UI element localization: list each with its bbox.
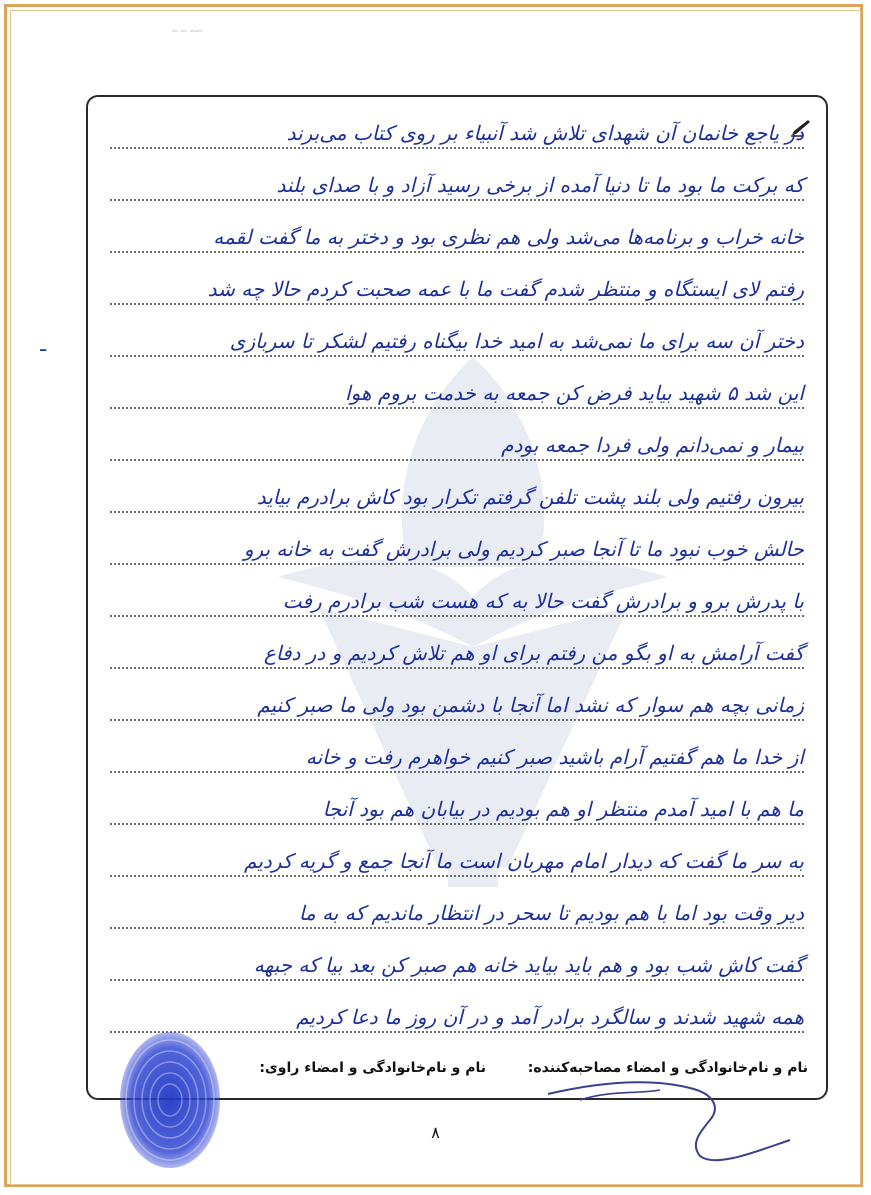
text-line: بیرون رفتیم ولی بلند پشت تلفن گرفتم تکرار بود کاش برادرم بیاید xyxy=(110,461,804,513)
text-line: به سر ما گفت که دیدار امام مهربان است ما آنجا جمع و گریه کردیم xyxy=(110,825,804,877)
scan-mark: ؁؁ ؁ ؁ xyxy=(172,22,202,33)
text-line: دختر آن سه برای ما نمی‌شد به امید خدا بیگناه رفتیم لشکر تا سربازی xyxy=(110,305,804,357)
text-line: گفت کاش شب بود و هم باید بیاید خانه هم صبر کن بعد بیا که جبهه xyxy=(110,929,804,981)
text-line: خانه خراب و برنامه‌ها می‌شد ولی هم نظری بود و دختر به ما گفت لقمه xyxy=(110,201,804,253)
text-line: از خدا ما هم گفتیم آرام باشید صبر کنیم خواهرم رفت و خانه xyxy=(110,721,804,773)
text-line: زمانی بچه هم سوار که نشد اما آنجا با دشمن بود ولی ما صبر کنیم xyxy=(110,669,804,721)
interview-form-box xyxy=(86,95,828,1100)
page-number: ۸ xyxy=(431,1123,440,1142)
handwritten-lines xyxy=(110,97,804,1037)
text-line: ما هم با امید آمدم منتظر او هم بودیم در بیابان هم بود آنجا xyxy=(110,773,804,825)
signature-mark xyxy=(540,1060,800,1170)
text-line: این شد ۵ شهید بیاید فرض کن جمعه به خدمت بروم هوا xyxy=(110,357,804,409)
text-line: همه شهید شدند و سالگرد برادر آمد و در آن روز ما دعا کردیم xyxy=(110,981,804,1033)
text-line: که برکت ما بود ما تا دنیا آمده از برخی رسید آزاد و با صدای بلند xyxy=(110,149,804,201)
text-line: دیر وقت بود اما با هم بودیم تا سحر در انتظار ماندیم که به ما xyxy=(110,877,804,929)
text-line: رفتم لای ایستگاه و منتظر شدم گفت ما با عمه صحبت کردم حالا چه شد xyxy=(110,253,804,305)
narrator-signature-label: نام و نام‌خانوادگی و امضاء راوی: xyxy=(259,1060,486,1076)
interviewer-signature-label: نام و نام‌خانوادگی و امضاء مصاحبه‌کننده: xyxy=(527,1060,808,1076)
text-line: با پدرش برو و برادرش گفت حالا به که هست شب برادرم رفت xyxy=(110,565,804,617)
text-line: گفت آرامش به او بگو من رفتم برای او هم تلاش کردیم و در دفاع xyxy=(110,617,804,669)
text-line: حالش خوب نبود ما تا آنجا صبر کردیم ولی برادرش گفت به خانه برو xyxy=(110,513,804,565)
text-line: در یاجع خانمان آن شهدای تلاش شد آنبیاء بر روی کتاب می‌برند xyxy=(110,97,804,149)
fingerprint-stamp xyxy=(118,1030,222,1170)
margin-note: ـ xyxy=(40,332,46,356)
text-line: بیمار و نمی‌دانم ولی فردا جمعه بودم xyxy=(110,409,804,461)
